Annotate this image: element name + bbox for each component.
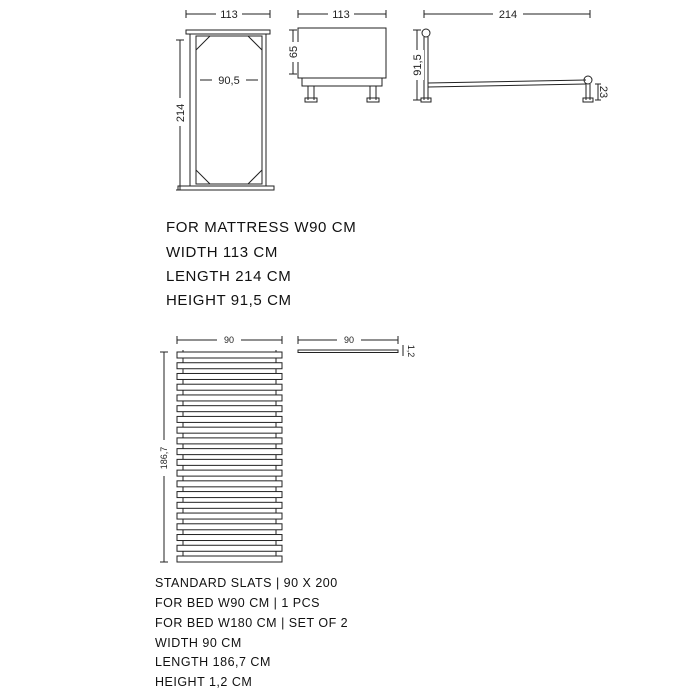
slat bbox=[177, 438, 282, 444]
slat bbox=[177, 373, 282, 379]
slats-spec-height: HEIGHT 1,2 CM bbox=[155, 675, 253, 689]
slats-thickness-label: 1,2 bbox=[406, 344, 416, 358]
slat bbox=[177, 384, 282, 390]
slat bbox=[177, 363, 282, 369]
slats-spec-length: LENGTH 186,7 CM bbox=[155, 655, 271, 669]
slat bbox=[177, 449, 282, 455]
slat bbox=[177, 427, 282, 433]
bed-side-view bbox=[413, 10, 601, 102]
bed-front-view bbox=[289, 10, 386, 102]
top-view-width-label: 113 bbox=[220, 9, 238, 21]
slats-width-label: 90 bbox=[223, 335, 235, 345]
slat bbox=[177, 492, 282, 498]
mattress-width-label: 90,5 bbox=[218, 75, 240, 87]
slat bbox=[177, 502, 282, 508]
bed-spec-mattress: FOR MATTRESS W90 CM bbox=[166, 219, 357, 236]
slat bbox=[177, 395, 282, 401]
slat bbox=[177, 416, 282, 422]
slats-spec-width: WIDTH 90 CM bbox=[155, 636, 242, 650]
bed-spec-height: HEIGHT 91,5 CM bbox=[166, 292, 292, 309]
slat bbox=[177, 545, 282, 551]
side-view-length-label: 214 bbox=[498, 9, 518, 21]
slat bbox=[177, 556, 282, 562]
slat bbox=[177, 406, 282, 412]
front-view-width-label: 113 bbox=[332, 9, 350, 21]
front-head-height-label: 65 bbox=[288, 45, 300, 59]
slats-spec-w180: FOR BED W180 CM | SET OF 2 bbox=[155, 616, 349, 630]
bed-top-view bbox=[176, 10, 274, 190]
slat bbox=[177, 481, 282, 487]
slat bbox=[177, 513, 282, 519]
side-view-height-label: 91,5 bbox=[412, 54, 424, 76]
slats-side-width-label: 90 bbox=[343, 335, 355, 345]
slat bbox=[177, 352, 282, 358]
slats-length-label: 186,7 bbox=[159, 446, 169, 470]
slat bbox=[177, 524, 282, 530]
top-view-length-label: 214 bbox=[175, 103, 187, 123]
bed-spec-length: LENGTH 214 CM bbox=[166, 268, 292, 285]
bed-spec-width: WIDTH 113 CM bbox=[166, 244, 278, 261]
slat bbox=[177, 470, 282, 476]
slat bbox=[177, 459, 282, 465]
slat bbox=[177, 535, 282, 541]
slats-spec-w90: FOR BED W90 CM | 1 PCS bbox=[155, 596, 320, 610]
slats-group bbox=[177, 352, 282, 562]
slats-spec-standard: STANDARD SLATS | 90 X 200 bbox=[155, 576, 338, 590]
leg-height-label: 23 bbox=[597, 85, 609, 99]
